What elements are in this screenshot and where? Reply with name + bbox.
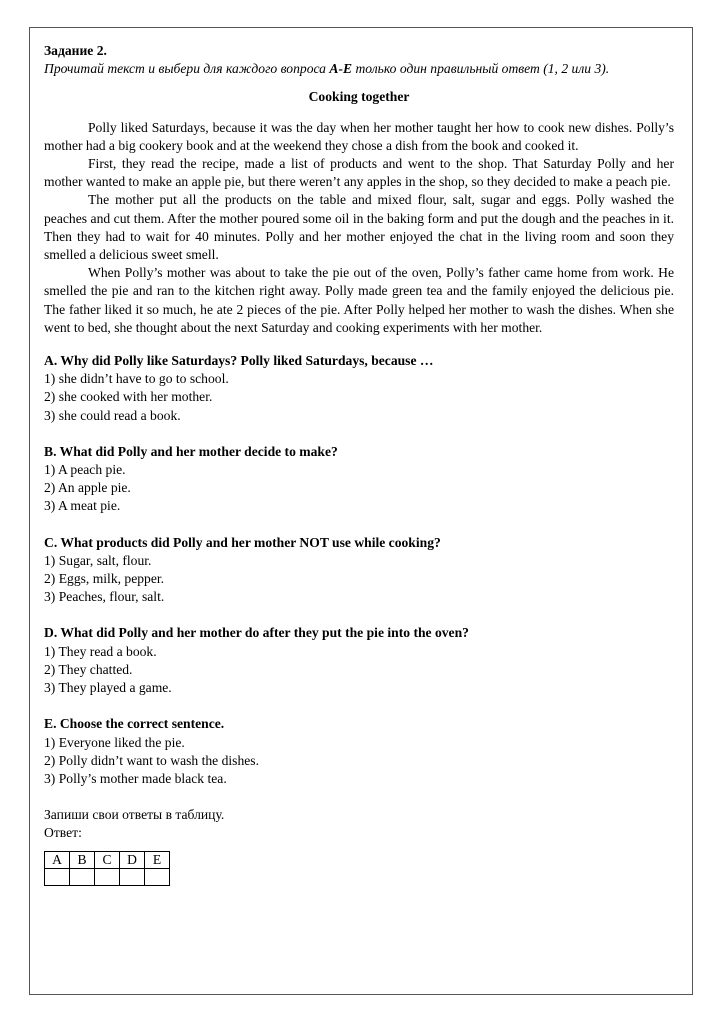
answer-option: 1) she didn’t have to go to school. xyxy=(44,371,229,387)
answer-header-a: A xyxy=(45,851,70,868)
question-b xyxy=(44,443,674,516)
answer-header-d: D xyxy=(120,851,145,868)
worksheet xyxy=(44,42,674,886)
paragraph: When Polly’s mother was about to take the pie out of the oven, Polly’s father came home from work. He smelled the pie and ran to the kitchen right away. Polly made green tea and the family enjoyed the delicious pie. The father liked it so much, he ate 2 pieces of the pie. After Polly helped her mother to wash the dishes. When she went to bed, she thought about the next Saturday and cooking experiments with her mother. xyxy=(44,265,674,335)
answer-option: 3) she could read a book. xyxy=(44,407,181,423)
question-heading: D. What did Polly and her mother do after they put the pie into the oven? xyxy=(44,625,469,641)
answer-table-header-row xyxy=(45,851,170,868)
answer-option: 1) Sugar, salt, flour. xyxy=(44,552,152,568)
questions xyxy=(44,352,674,788)
answer-header-e: E xyxy=(145,851,170,868)
question-heading: B. What did Polly and her mother decide to make? xyxy=(44,443,338,459)
answer-option: 3) Peaches, flour, salt. xyxy=(44,589,165,605)
answer-option: 2) Polly didn’t want to wash the dishes. xyxy=(44,752,259,768)
paragraph: Polly liked Saturdays, because it was the day when her mother taught her how to cook new dishes. Polly’s mother had a big cookery book and at the weekend they chose a dish from the book and cooked it. xyxy=(44,119,674,153)
question-heading: E. Choose the correct sentence. xyxy=(44,716,225,732)
answer-option: 1) Everyone liked the pie. xyxy=(44,734,185,750)
reading-text xyxy=(44,119,674,337)
text-title: Cooking together xyxy=(308,89,410,105)
answer-cell-e[interactable] xyxy=(145,868,170,885)
answer-header-b: B xyxy=(70,851,95,868)
answer-table-input-row xyxy=(45,868,170,885)
answer-table xyxy=(44,851,170,886)
answer-option: 2) she cooked with her mother. xyxy=(44,389,213,405)
answer-option: 1) They read a book. xyxy=(44,643,157,659)
task-instruction xyxy=(44,60,674,78)
answer-cell-c[interactable] xyxy=(95,868,120,885)
paragraph: The mother put all the products on the table and mixed flour, salt, sugar and eggs. Polly washed the peaches and cut them. After the mother poured some oil in the baking form and put the dough and the peaches in it. Then they had to wait for 40 minutes. Polly and her mother enjoyed the chat in the living room and soon they smelled a delicious sweet smell. xyxy=(44,192,674,263)
answer-option: 2) Eggs, milk, pepper. xyxy=(44,571,165,587)
instruction-pre: Прочитай текст и выбери для каждого вопроса xyxy=(44,61,330,77)
question-e xyxy=(44,715,674,788)
paragraph: First, they read the recipe, made a list of products and went to the shop. That Saturday Polly and her mother wanted to make an apple pie, but there weren’t any apples in the shop, so they decided to make a peach pie. xyxy=(44,156,674,190)
question-c xyxy=(44,534,674,607)
write-answers-instruction: Запиши свои ответы в таблицу. xyxy=(44,807,225,823)
question-d xyxy=(44,624,674,697)
instruction-bold: A-E xyxy=(329,61,353,77)
answer-cell-b[interactable] xyxy=(70,868,95,885)
answer-option: 2) They chatted. xyxy=(44,661,133,677)
answer-option: 3) They played a game. xyxy=(44,680,172,696)
question-heading: A. Why did Polly like Saturdays? Polly liked Saturdays, because … xyxy=(44,353,434,369)
instruction-post: только один правильный ответ (1, 2 или 3). xyxy=(352,61,610,77)
answer-cell-a[interactable] xyxy=(45,868,70,885)
answer-option: 3) A meat pie. xyxy=(44,498,121,514)
answer-option: 3) Polly’s mother made black tea. xyxy=(44,770,227,786)
task-title: Задание 2. xyxy=(44,43,107,58)
answer-cell-d[interactable] xyxy=(120,868,145,885)
answer-label: Ответ: xyxy=(44,825,82,841)
answer-option: 1) A peach pie. xyxy=(44,462,126,478)
answer-option: 2) An apple pie. xyxy=(44,480,131,496)
question-heading: C. What products did Polly and her mother NOT use while cooking? xyxy=(44,534,441,550)
answer-header-c: C xyxy=(95,851,120,868)
question-a xyxy=(44,352,674,425)
